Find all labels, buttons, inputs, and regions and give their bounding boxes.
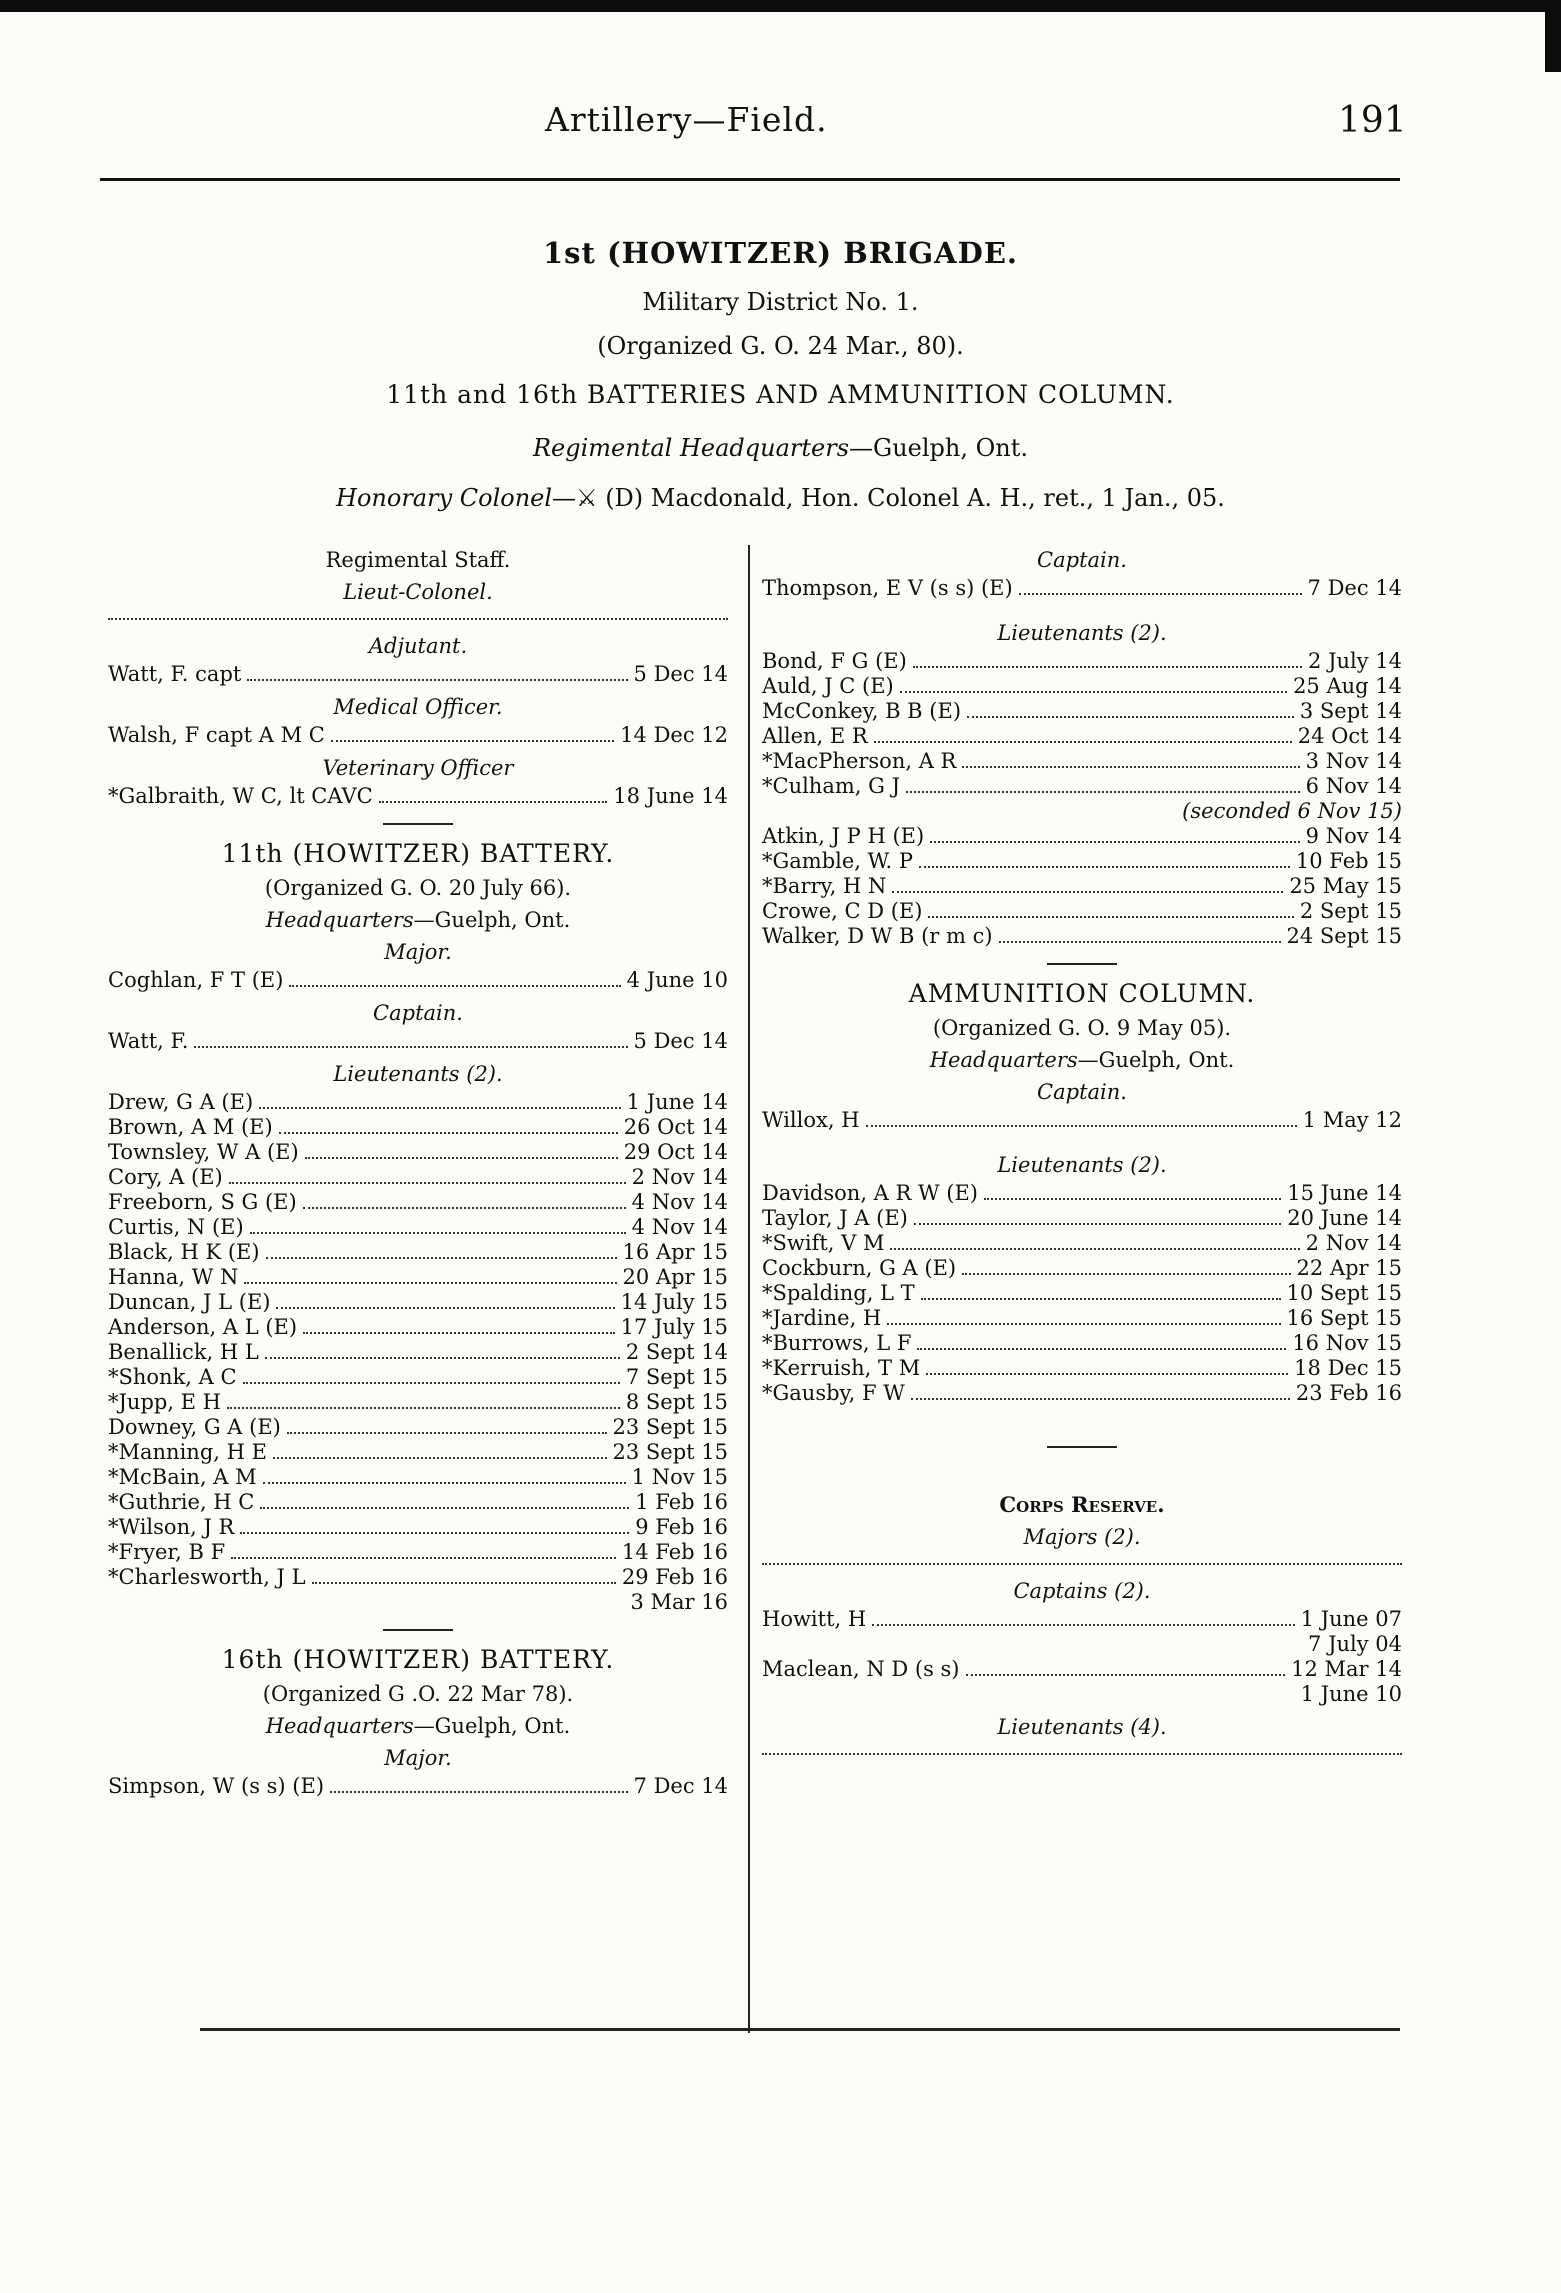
officer-name: Cory, A (E)	[108, 1165, 223, 1189]
officer-name: Allen, E R	[762, 724, 868, 748]
appointment-date: 16 Apr 15	[622, 1240, 728, 1264]
officer-entry	[108, 1029, 728, 1054]
leader-dots	[911, 1398, 1290, 1400]
corps-reserve-majors-heading: Majors (2).	[1023, 1525, 1141, 1549]
leader-dots	[919, 866, 1290, 868]
officer-entry	[762, 1181, 1402, 1206]
corps-reserve-captains-list	[762, 1607, 1402, 1707]
appointment-date: 3 Nov 14	[1305, 749, 1402, 773]
officer-entry	[762, 1206, 1402, 1231]
officer-name: Willox, H	[762, 1108, 860, 1132]
battery-16-lieutenants-list	[762, 649, 1402, 799]
officer-entry	[108, 1565, 728, 1590]
officer-entry	[762, 899, 1402, 924]
leader-dots	[967, 716, 1294, 718]
officer-name: Maclean, N D (s s)	[762, 1657, 960, 1681]
officer-entry	[108, 1190, 728, 1215]
officer-name: Thompson, E V (s s) (E)	[762, 576, 1013, 600]
appointment-date: 1 June 07	[1300, 1607, 1402, 1631]
appointment-date: 3 Sept 14	[1299, 699, 1402, 723]
leader-dots	[276, 1307, 614, 1309]
battery-11-captain-heading: Captain.	[373, 1001, 463, 1025]
column-divider	[748, 545, 750, 2033]
appointment-date: 14 Feb 16	[621, 1540, 728, 1564]
officer-name: *Kerruish, T M	[762, 1356, 921, 1380]
appointment-date: 5 Dec 14	[633, 1029, 728, 1053]
leader-dots	[966, 1674, 1286, 1676]
section-rule	[383, 1629, 453, 1631]
officer-entry	[762, 1256, 1402, 1281]
battery-16-hq-label: Headquarters	[265, 1714, 414, 1738]
ammunition-column-hq-label: Headquarters	[929, 1048, 1078, 1072]
officer-name: Downey, G A (E)	[108, 1415, 281, 1439]
officer-name: Watt, F. capt	[108, 662, 242, 686]
medical-officer-list	[108, 723, 728, 748]
appointment-date: 16 Nov 15	[1292, 1331, 1402, 1355]
leader-dots	[866, 1125, 1297, 1127]
appointment-date: 6 Nov 14	[1305, 774, 1402, 798]
appointment-date: 2 Nov 14	[1305, 1231, 1402, 1255]
ammunition-column-captain-list	[762, 1108, 1402, 1133]
leader-dots	[265, 1357, 620, 1359]
officer-name: Cockburn, G A (E)	[762, 1256, 957, 1280]
appointment-date: 24 Oct 14	[1297, 724, 1402, 748]
officer-name: Drew, G A (E)	[108, 1090, 254, 1114]
vacant-dotted-line	[762, 1553, 1402, 1565]
appointment-date: 29 Oct 14	[623, 1140, 728, 1164]
officer-entry	[108, 1165, 728, 1190]
officer-name: Taylor, J A (E)	[762, 1206, 908, 1230]
leader-dots	[872, 1624, 1294, 1626]
officer-name: Black, H K (E)	[108, 1240, 260, 1264]
officer-name: Hanna, W N	[108, 1265, 239, 1289]
header-rule	[100, 178, 1400, 181]
leader-dots	[240, 1532, 629, 1534]
appointment-date: 10 Sept 15	[1286, 1281, 1402, 1305]
officer-name: *Wilson, J R	[108, 1515, 235, 1539]
officer-name: *Shonk, A C	[108, 1365, 237, 1389]
leader-dots	[273, 1457, 607, 1459]
battery-16-hq	[108, 1714, 728, 1738]
officer-entry	[108, 1490, 728, 1515]
battery-16-organized: (Organized G .O. 22 Mar 78).	[262, 1682, 574, 1706]
leader-dots	[303, 1207, 626, 1209]
officer-entry	[762, 924, 1402, 949]
battery-11-lieutenants-list	[108, 1090, 728, 1615]
leader-dots	[900, 691, 1287, 693]
vacant-dotted-line	[762, 1743, 1402, 1755]
brigade-district: Military District No. 1.	[642, 288, 919, 316]
officer-entry	[108, 784, 728, 809]
leader-dots	[243, 1382, 620, 1384]
appointment-date: 26 Oct 14	[623, 1115, 728, 1139]
officer-name: *Gamble, W. P	[762, 849, 914, 873]
officer-entry	[762, 1231, 1402, 1256]
officer-name: *Culham, G J	[762, 774, 900, 798]
appointment-date: 18 Dec 15	[1294, 1356, 1402, 1380]
appointment-date: 1 May 12	[1302, 1108, 1402, 1132]
appointment-date: 1 June 10	[1300, 1682, 1402, 1706]
page-header	[0, 100, 1561, 160]
officer-entry	[762, 576, 1402, 601]
corps-reserve-captains-heading: Captains (2).	[1013, 1579, 1151, 1603]
officer-name: Watt, F.	[108, 1029, 189, 1053]
ammunition-column-lieutenants-list	[762, 1181, 1402, 1406]
appointment-date: 22 Apr 15	[1296, 1256, 1402, 1280]
appointment-date: 4 Nov 14	[631, 1190, 728, 1214]
appointment-date: 7 Sept 15	[625, 1365, 728, 1389]
officer-name: *Manning, H E	[108, 1440, 267, 1464]
leader-dots	[874, 741, 1292, 743]
appointment-date: 9 Feb 16	[635, 1515, 728, 1539]
officer-entry	[762, 1281, 1402, 1306]
officer-name: *Guthrie, H C	[108, 1490, 255, 1514]
section-rule	[1047, 963, 1117, 965]
leader-dots	[266, 1257, 617, 1259]
leader-dots	[303, 1332, 615, 1334]
ammunition-column-organized: (Organized G. O. 9 May 05).	[932, 1016, 1232, 1040]
officer-name: *Jardine, H	[762, 1306, 882, 1330]
leader-dots	[305, 1157, 618, 1159]
seconded-note: (seconded 6 Nov 15)	[1182, 799, 1402, 823]
officer-name: Freeborn, S G (E)	[108, 1190, 297, 1214]
officer-entry	[762, 1356, 1402, 1381]
leader-dots	[330, 1791, 628, 1793]
appointment-date: 4 Nov 14	[631, 1215, 728, 1239]
leader-dots	[913, 666, 1302, 668]
officer-entry	[108, 1774, 728, 1799]
leader-dots	[260, 1507, 629, 1509]
officer-name: Benallick, H L	[108, 1340, 259, 1364]
crossed-swords-icon: ⚔	[576, 484, 598, 512]
brigade-title: 1st (HOWITZER) BRIGADE.	[542, 236, 1019, 270]
veterinary-officer-heading: Veterinary Officer	[322, 756, 514, 780]
officer-name: Howitt, H	[762, 1607, 867, 1631]
ammunition-column-hq-value: —Guelph, Ont.	[1077, 1048, 1235, 1072]
officer-entry	[108, 1240, 728, 1265]
officer-entry	[108, 1140, 728, 1165]
leader-dots	[999, 941, 1281, 943]
officer-entry	[108, 1115, 728, 1140]
battery-16-lieutenants-list-2	[762, 824, 1402, 949]
appointment-date: 2 Sept 14	[625, 1340, 728, 1364]
officer-entry	[108, 1365, 728, 1390]
brigade-hq	[0, 434, 1561, 462]
officer-entry	[762, 1306, 1402, 1331]
footer-rule	[200, 2028, 1400, 2031]
regimental-staff-heading: Regimental Staff.	[325, 548, 511, 572]
leader-dots	[962, 1273, 1290, 1275]
adjutant-list	[108, 662, 728, 687]
right-column	[762, 540, 1402, 1769]
brigade-organized: (Organized G. O. 24 Mar., 80).	[597, 332, 964, 360]
appointment-date: 7 July 04	[1308, 1632, 1402, 1656]
officer-name: *Swift, V M	[762, 1231, 885, 1255]
appointment-date: 1 Feb 16	[635, 1490, 728, 1514]
officer-name: Townsley, W A (E)	[108, 1140, 299, 1164]
leader-dots	[227, 1407, 620, 1409]
officer-entry	[762, 1607, 1402, 1632]
officer-entry	[108, 968, 728, 993]
battery-11-hq-label: Headquarters	[265, 908, 414, 932]
battery-11-major-list	[108, 968, 728, 993]
leader-dots	[914, 1223, 1281, 1225]
officer-entry	[108, 1415, 728, 1440]
officer-entry	[762, 674, 1402, 699]
officer-entry	[762, 749, 1402, 774]
battery-16-major-list	[108, 1774, 728, 1799]
leader-dots	[379, 801, 608, 803]
appointment-date: 3 Mar 16	[630, 1590, 728, 1614]
leader-dots	[287, 1432, 607, 1434]
appointment-date: 24 Sept 15	[1286, 924, 1402, 948]
leader-dots	[279, 1132, 618, 1134]
officer-entry	[108, 1540, 728, 1565]
officer-name: *Charlesworth, J L	[108, 1565, 306, 1589]
officer-entry	[762, 724, 1402, 749]
appointment-date: 12 Mar 14	[1291, 1657, 1402, 1681]
corps-reserve-title: Corps Reserve.	[999, 1492, 1165, 1517]
leader-dots	[247, 679, 627, 681]
top-border	[0, 0, 1561, 12]
leader-dots	[928, 916, 1293, 918]
appointment-date: 5 Dec 14	[633, 662, 728, 686]
appointment-date: 2 Sept 15	[1299, 899, 1402, 923]
leader-dots	[194, 1046, 627, 1048]
appointment-date: 9 Nov 14	[1305, 824, 1402, 848]
vacant-dotted-line	[108, 608, 728, 620]
leader-dots	[906, 791, 1300, 793]
officer-name: Atkin, J P H (E)	[762, 824, 925, 848]
battery-16-captain-heading: Captain.	[1037, 548, 1127, 572]
officer-entry	[762, 1108, 1402, 1133]
ammunition-column-lieutenants-heading: Lieutenants (2).	[997, 1153, 1167, 1177]
officer-name: Simpson, W (s s) (E)	[108, 1774, 325, 1798]
ammunition-column-title: AMMUNITION COLUMN.	[908, 979, 1256, 1008]
honorary-colonel-value: (D) Macdonald, Hon. Colonel A. H., ret., 1 Jan., 05.	[597, 484, 1225, 512]
officer-entry	[108, 1340, 728, 1365]
officer-name: *McBain, A M	[108, 1465, 257, 1489]
edge-border	[1545, 0, 1561, 72]
brigade-hq-value: —Guelph, Ont.	[849, 434, 1029, 462]
battery-11-captain-list	[108, 1029, 728, 1054]
page-number: 191	[1338, 100, 1407, 141]
battery-11-organized: (Organized G. O. 20 July 66).	[264, 876, 572, 900]
officer-name: Bond, F G (E)	[762, 649, 907, 673]
battery-11-title: 11th (HOWITZER) BATTERY.	[221, 839, 615, 868]
leader-dots	[331, 740, 614, 742]
officer-entry	[108, 1590, 728, 1615]
leader-dots	[259, 1107, 621, 1109]
officer-name: Davidson, A R W (E)	[762, 1181, 978, 1205]
officer-name: Anderson, A L (E)	[108, 1315, 298, 1339]
leader-dots	[984, 1198, 1281, 1200]
officer-name: Auld, J C (E)	[762, 674, 894, 698]
appointment-date: 23 Sept 15	[612, 1415, 728, 1439]
brigade-hq-label: Regimental Headquarters	[532, 434, 850, 462]
officer-name: Brown, A M (E)	[108, 1115, 273, 1139]
battery-11-hq-value: —Guelph, Ont.	[413, 908, 571, 932]
leader-dots	[289, 985, 620, 987]
leader-dots	[244, 1282, 616, 1284]
leader-dots	[1019, 593, 1302, 595]
leader-dots	[250, 1232, 626, 1234]
leader-dots	[930, 841, 1300, 843]
officer-entry	[108, 723, 728, 748]
officer-entry	[108, 1440, 728, 1465]
appointment-date: 23 Sept 15	[612, 1440, 728, 1464]
officer-entry	[762, 849, 1402, 874]
leader-dots	[312, 1582, 616, 1584]
leader-dots	[231, 1557, 616, 1559]
appointment-date: 23 Feb 16	[1295, 1381, 1402, 1405]
officer-entry	[108, 1315, 728, 1340]
officer-entry	[108, 1090, 728, 1115]
battery-11-hq	[108, 908, 728, 932]
leader-dots	[229, 1182, 626, 1184]
officer-entry	[762, 1331, 1402, 1356]
officer-name: McConkey, B B (E)	[762, 699, 962, 723]
appointment-date: 25 May 15	[1289, 874, 1402, 898]
officer-name: *Galbraith, W C, lt CAVC	[108, 784, 373, 808]
officer-entry	[108, 1515, 728, 1540]
appointment-date: 4 June 10	[626, 968, 728, 992]
adjutant-heading: Adjutant.	[368, 634, 468, 658]
officer-entry	[108, 1465, 728, 1490]
officer-entry	[108, 662, 728, 687]
page-title: Artillery—Field.	[545, 100, 828, 139]
lieut-colonel-heading: Lieut-Colonel.	[343, 580, 493, 604]
honorary-colonel	[0, 484, 1561, 512]
medical-officer-heading: Medical Officer.	[333, 695, 503, 719]
officer-name: *Jupp, E H	[108, 1390, 221, 1414]
officer-name: Walker, D W B (r m c)	[762, 924, 993, 948]
officer-entry	[762, 1682, 1402, 1707]
officer-name: *Barry, H N	[762, 874, 887, 898]
officer-name: Walsh, F capt A M C	[108, 723, 325, 747]
section-rule	[383, 823, 453, 825]
corps-reserve-lieutenants-heading: Lieutenants (4).	[997, 1715, 1167, 1739]
honorary-colonel-label: Honorary Colonel—	[336, 484, 577, 512]
officer-name: *Fryer, B F	[108, 1540, 226, 1564]
officer-name: Duncan, J L (E)	[108, 1290, 271, 1314]
appointment-date: 25 Aug 14	[1293, 674, 1402, 698]
officer-name: *MacPherson, A R	[762, 749, 957, 773]
appointment-date: 20 June 14	[1287, 1206, 1402, 1230]
appointment-date: 14 Dec 12	[620, 723, 728, 747]
section-rule	[1047, 1446, 1117, 1448]
appointment-date: 1 Nov 15	[631, 1465, 728, 1489]
appointment-date: 1 June 14	[626, 1090, 728, 1114]
leader-dots	[263, 1482, 626, 1484]
leader-dots	[926, 1373, 1288, 1375]
appointment-date: 8 Sept 15	[625, 1390, 728, 1414]
battery-16-title: 16th (HOWITZER) BATTERY.	[221, 1645, 615, 1674]
officer-entry	[762, 874, 1402, 899]
leader-dots	[890, 1248, 1299, 1250]
appointment-date: 2 July 14	[1308, 649, 1402, 673]
appointment-date: 7 Dec 14	[633, 1774, 728, 1798]
appointment-date: 29 Feb 16	[621, 1565, 728, 1589]
appointment-date: 20 Apr 15	[622, 1265, 728, 1289]
battery-16-captain-list	[762, 576, 1402, 601]
officer-entry	[108, 1265, 728, 1290]
leader-dots	[917, 1348, 1286, 1350]
veterinary-officer-list	[108, 784, 728, 809]
officer-entry	[762, 824, 1402, 849]
appointment-date: 18 June 14	[613, 784, 728, 808]
officer-entry	[762, 1632, 1402, 1657]
officer-entry	[762, 1381, 1402, 1406]
brigade-batteries: 11th and 16th BATTERIES AND AMMUNITION COLUMN.	[386, 380, 1175, 409]
officer-name: Curtis, N (E)	[108, 1215, 244, 1239]
officer-entry	[108, 1390, 728, 1415]
officer-name: Crowe, C D (E)	[762, 899, 923, 923]
leader-dots	[962, 766, 1299, 768]
appointment-date: 2 Nov 14	[631, 1165, 728, 1189]
appointment-date: 10 Feb 15	[1295, 849, 1402, 873]
officer-name: *Spalding, L T	[762, 1281, 915, 1305]
officer-entry	[762, 649, 1402, 674]
officer-entry	[108, 1215, 728, 1240]
battery-11-lieutenants-heading: Lieutenants (2).	[333, 1062, 503, 1086]
officer-name: Coghlan, F T (E)	[108, 968, 284, 992]
officer-entry	[762, 699, 1402, 724]
leader-dots	[921, 1298, 1281, 1300]
appointment-date: 14 July 15	[620, 1290, 728, 1314]
battery-16-lieutenants-heading: Lieutenants (2).	[997, 621, 1167, 645]
left-column	[108, 540, 728, 1799]
officer-entry	[108, 1290, 728, 1315]
appointment-date: 15 June 14	[1287, 1181, 1402, 1205]
ammunition-column-hq	[762, 1048, 1402, 1072]
leader-dots	[887, 1323, 1280, 1325]
battery-16-hq-value: —Guelph, Ont.	[413, 1714, 571, 1738]
ammunition-column-captain-heading: Captain.	[1037, 1080, 1127, 1104]
officer-name: *Gausby, F W	[762, 1381, 905, 1405]
leader-dots	[892, 891, 1283, 893]
appointment-date: 16 Sept 15	[1286, 1306, 1402, 1330]
officer-entry	[762, 1657, 1402, 1682]
officer-name: *Burrows, L F	[762, 1331, 912, 1355]
appointment-date: 7 Dec 14	[1307, 576, 1402, 600]
battery-16-major-heading: Major.	[384, 1746, 452, 1770]
officer-entry	[762, 774, 1402, 799]
appointment-date: 17 July 15	[620, 1315, 728, 1339]
battery-11-major-heading: Major.	[384, 940, 452, 964]
